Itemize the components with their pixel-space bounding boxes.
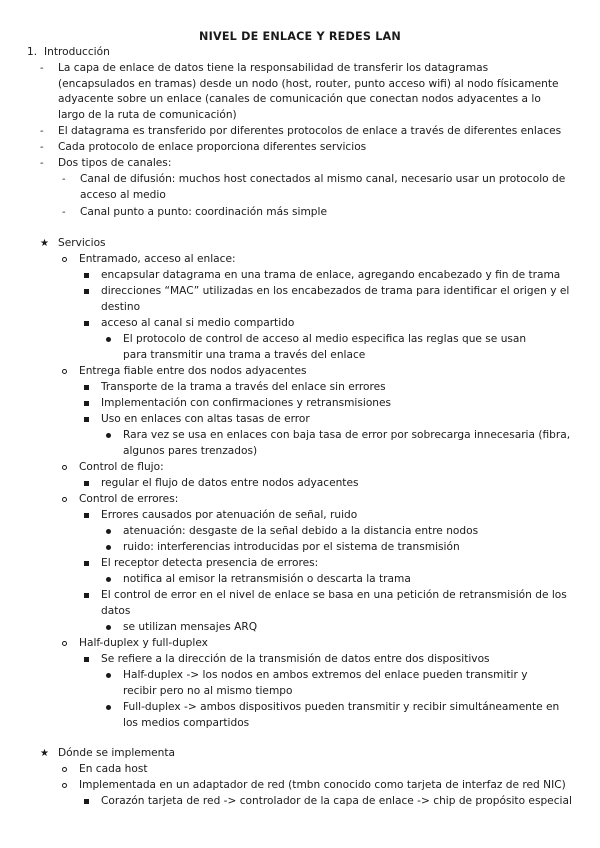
- dash-bullet: -: [40, 158, 44, 169]
- list-item: Implementada en un adaptador de red (tmbn conocido como tarjeta de interfaz de red NIC): [62, 778, 582, 794]
- dash-bullet: -: [62, 174, 66, 185]
- list-item: encapsular datagrama en una trama de enlace, agregando encabezado y fin de trama: [84, 268, 574, 284]
- list-item: ruido: interferencias introducidas por el sistema de transmisión: [106, 540, 576, 556]
- list-item: - Cada protocolo de enlace proporciona diferentes servicios: [40, 140, 580, 156]
- list-item: atenuación: desgaste de la señal debido a la distancia entre nodos: [106, 524, 576, 540]
- dash-bullet: -: [40, 142, 44, 153]
- list-item: Control de flujo:: [62, 460, 572, 476]
- section-heading: Introducción: [44, 46, 110, 58]
- star-icon: ★: [40, 238, 49, 249]
- list-item: Rara vez se usa en enlaces con baja tasa de error por sobrecarga innecesaria (fibra, algunos pares trenzados): [106, 428, 576, 459]
- list-item: - El datagrama es transferido por diferentes protocolos de enlace a través de diferentes enlaces: [40, 124, 580, 140]
- list-item: Half-duplex y full-duplex: [62, 636, 572, 652]
- list-item: Se refiere a la dirección de la transmisión de datos entre dos dispositivos: [84, 652, 574, 668]
- list-item: direcciones “MAC” utilizadas en los encabezados de trama para identificar el origen y el destino: [84, 284, 574, 315]
- section-heading: ★ Dónde se implementa: [40, 746, 580, 762]
- section-number: 1.: [27, 46, 38, 58]
- list-item: regular el flujo de datos entre nodos adyacentes: [84, 476, 574, 492]
- list-item: Control de errores:: [62, 492, 572, 508]
- list-item: El control de error en el nivel de enlace se basa en una petición de retransmisión de los datos: [84, 588, 574, 619]
- list-item: El receptor detecta presencia de errores:: [84, 556, 574, 572]
- list-item: - Dos tipos de canales:: [40, 156, 580, 172]
- list-item: En cada host: [62, 762, 572, 778]
- dash-bullet: -: [40, 63, 44, 74]
- list-item: Corazón tarjeta de red -> controlador de la capa de enlace -> chip de propósito especial: [84, 794, 584, 810]
- list-item: - Canal de difusión: muchos host conectados al mismo canal, necesario usar un protocolo de acceso al medio: [62, 173, 566, 201]
- star-icon: ★: [40, 748, 49, 759]
- list-item: Entramado, acceso al enlace:: [62, 252, 572, 268]
- list-item: Transporte de la trama a través del enlace sin errores: [84, 380, 574, 396]
- list-item: Implementación con confirmaciones y retransmisiones: [84, 396, 574, 412]
- list-item: acceso al canal si medio compartido: [84, 316, 574, 332]
- list-item: - Canal punto a punto: coordinación más simple: [62, 205, 572, 221]
- list-item: Entrega fiable entre dos nodos adyacentes: [62, 364, 572, 380]
- list-item: notifica al emisor la retransmisión o descarta la trama: [106, 572, 576, 588]
- dash-bullet: -: [40, 126, 44, 137]
- list-item: Errores causados por atenuación de señal, ruido: [84, 508, 574, 524]
- list-item: Full-duplex -> ambos dispositivos pueden transmitir y recibir simultáneamente en los medios compartidos: [106, 700, 576, 731]
- list-item: se utilizan mensajes ARQ: [106, 620, 576, 636]
- dash-bullet: -: [62, 207, 66, 218]
- list-item: - La capa de enlace de datos tiene la responsabilidad de transferir los datagramas (encapsulados en tramas) desde un nodo (host, router, punto acceso wifi) al nodo físicamente adyacente sobre un enlace (canales de comunicación que conectan nodos adyacentes a lo largo de la ruta de comunicación): [40, 62, 559, 121]
- page-title: NIVEL DE ENLACE Y REDES LAN: [199, 30, 401, 43]
- list-item: Half-duplex -> los nodos en ambos extremos del enlace pueden transmitir y recibir pero no al mismo tiempo: [106, 668, 552, 699]
- list-item: Uso en enlaces con altas tasas de error: [84, 412, 574, 428]
- list-item: El protocolo de control de acceso al medio especifica las reglas que se usan para transmitir una trama a través del enlace: [106, 332, 546, 363]
- section-heading: ★ Servicios: [40, 236, 580, 252]
